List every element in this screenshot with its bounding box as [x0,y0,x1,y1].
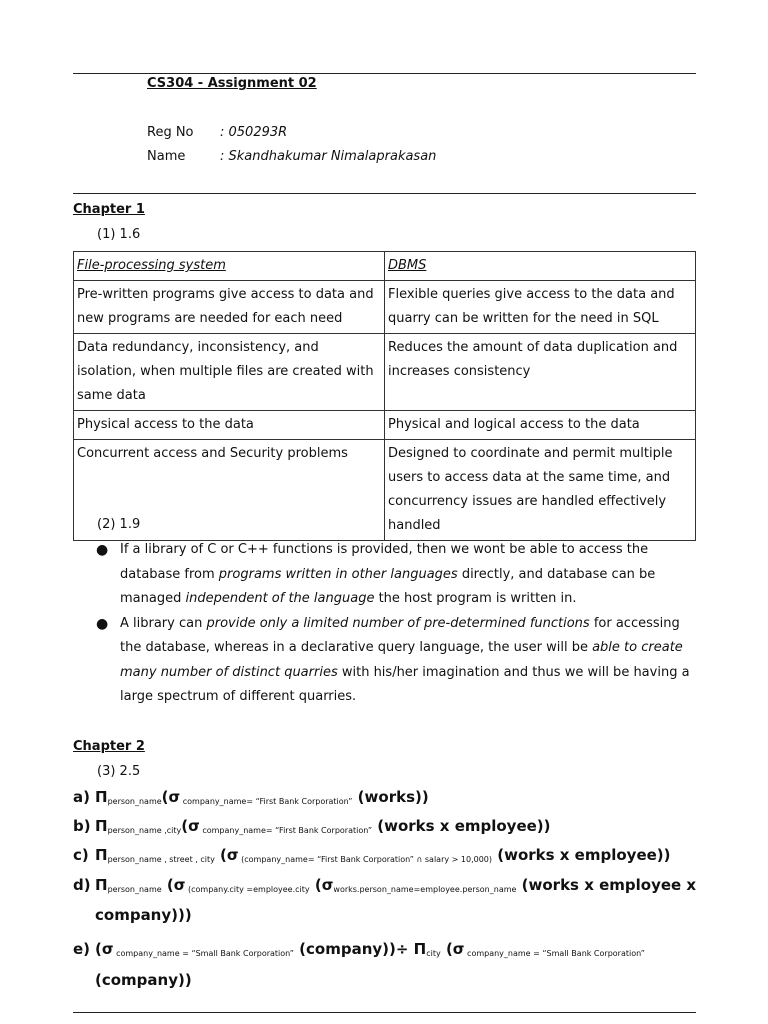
expression-d [73,876,696,894]
relation-expression: (works x employee)) [492,846,671,864]
table-cell: Designed to coordinate and permit multiple users to access data at the same time, and concurrency issues are handled effectively handled [385,440,696,541]
projection-attributes: person_name [107,797,162,806]
bullet-emphasis: able to create many number of distinct quarries [120,640,683,680]
projection-attributes: city [426,949,441,958]
projection-symbol: Π [95,817,108,835]
reg-no-label: Reg No [147,125,194,140]
expression-e [73,940,645,958]
question-1-label: (1) 1.6 [97,227,141,242]
selection-condition: works.person_name=employee.person_name [333,885,517,894]
bullet-emphasis: provide only a limited number of pre-determined functions [206,615,590,631]
expression-a [73,788,429,806]
table-row [74,440,696,541]
expression-e-continuation: (company)) [95,971,192,989]
projection-symbol: Π [95,876,108,894]
selection-symbol: (σ [181,817,200,835]
bullet-text: If a library of C or C++ functions is provided, then we wont be able to access the database from [120,542,649,582]
bullet-icon: ● [96,542,109,558]
list-item [96,538,696,612]
selection-condition: company_name= “First Bank Corporation” [180,797,353,806]
expression-d-continuation: company))) [95,906,192,924]
table-cell: Physical and logical access to the data [385,411,696,440]
selection-symbol: (σ [161,788,181,806]
bullet-text: A library can [120,615,207,631]
table-header-file-processing: File-processing system [74,252,385,281]
selection-condition: (company.city =employee.city [185,885,310,894]
answer-bullet-list [96,538,696,710]
table-cell: Reduces the amount of data duplication and increases consistency [385,334,696,411]
table-cell: Physical access to the data [74,411,385,440]
question-2-label: (2) 1.9 [97,517,141,532]
selection-symbol: (σ [161,876,186,894]
selection-symbol: (σ [214,846,239,864]
table-header-dbms: DBMS [385,252,696,281]
table-header-row [74,252,696,281]
table-cell: Pre-written programs give access to data and new programs are needed for each need [74,281,385,334]
bullet-text: with his/her imagination and thus we will be having a large spectrum of different quarries. [120,664,690,704]
selection-symbol: (σ [95,940,114,958]
projection-attributes: person_name [107,885,162,894]
table-row [74,334,696,411]
projection-symbol: Π [95,846,108,864]
table-cell: Data redundancy, inconsistency, and isolation, when multiple files are created with same data [74,334,385,411]
table-cell: Concurrent access and Security problems [74,440,385,541]
expression-label: d) [73,876,91,894]
relation-expression: (works x employee)) [372,817,551,835]
name-label: Name [147,149,186,164]
expression-label: a) [73,788,90,806]
projection-symbol: Π [95,788,108,806]
selection-symbol: (σ [440,940,465,958]
list-item [96,612,696,710]
bottom-rule [73,1012,696,1013]
top-rule [73,73,696,74]
assignment-title: CS304 - Assignment 02 [147,76,317,91]
question-3-label: (3) 2.5 [97,764,141,779]
projection-attributes: person_name , street , city [107,855,215,864]
bullet-text: for accessing the database, whereas in a declarative query language, the user will be [120,615,680,655]
selection-condition: company_name = “Small Bank Corporation” [464,949,645,958]
header-bottom-rule [73,193,696,194]
table-cell: Flexible queries give access to the data and quarry can be written for the need in SQL [385,281,696,334]
expression-c [73,846,671,864]
chapter-2-heading: Chapter 2 [73,739,145,754]
table-row [74,281,696,334]
bullet-emphasis: programs written in other languages [218,566,458,582]
bullet-text: directly, and database can be managed [120,566,656,606]
bullet-icon: ● [96,615,109,632]
relation-expression: (works x employee x [516,876,697,894]
selection-condition: company_name = “Small Bank Corporation” [113,949,294,958]
reg-no-value: : 050293R [220,125,288,140]
relation-expression: (works)) [352,788,429,806]
selection-condition: company_name= “First Bank Corporation” [199,826,373,835]
bullet-emphasis: independent of the language [185,591,375,606]
expression-label: c) [73,846,89,864]
expression-b [73,817,551,835]
division-expression: (company))÷ Π [293,940,427,958]
table-row [74,411,696,440]
chapter-1-heading: Chapter 1 [73,202,145,217]
name-value: : Skandhakumar Nimalaprakasan [220,149,437,164]
projection-attributes: person_name ,city [107,826,182,835]
selection-symbol: (σ [309,876,334,894]
expression-label: e) [73,940,91,958]
bullet-text: the host program is written in. [374,591,577,606]
expression-label: b) [73,817,91,835]
selection-condition: (company_name= “First Bank Corporation” ∩ salary > 10,000) [238,855,493,864]
comparison-table [73,251,696,541]
